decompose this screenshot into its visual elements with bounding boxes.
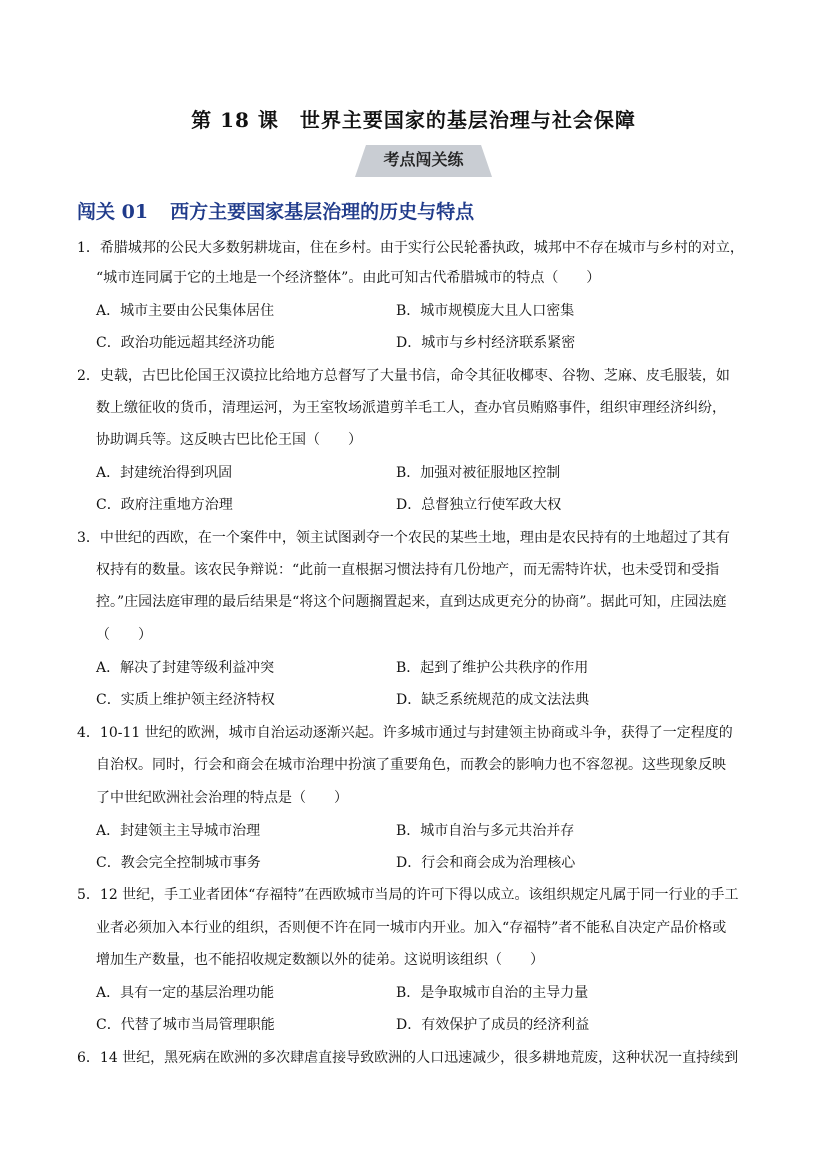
question-4-option-b: B．城市自治与多元共治并存	[396, 823, 575, 839]
question-3-line-1: 3．中世纪的西欧，在一个案件中，领主试图剥夺一个农民的某些土地，理由是农民持有的土地超过了其有	[77, 530, 730, 546]
question-1-option-a: A．城市主要由公民集体居住	[96, 303, 275, 319]
question-5-option-b: B．是争取城市自治的主导力量	[396, 985, 589, 1001]
section-title: 西方主要国家基层治理的历史与特点	[170, 201, 475, 223]
question-6-line-1: 6．14 世纪，黑死病在欧洲的多次肆虐直接导致欧洲的人口迅速减少，很多耕地荒废，这种状况一直持续到	[77, 1050, 739, 1066]
question-5-line-1: 5．12 世纪，手工业者团体“存福特”在西欧城市当局的许可下得以成立。该组织规定凡属于同一行业的手工	[77, 887, 739, 903]
question-2-option-a: A．封建统治得到巩固	[96, 465, 233, 481]
question-4-option-c: C．教会完全控制城市事务	[96, 855, 261, 871]
question-3-line-4: （ ）	[96, 627, 152, 643]
question-1-option-c: C．政治功能远超其经济功能	[96, 335, 275, 351]
question-3-option-c: C．实质上维护领主经济特权	[96, 692, 275, 708]
question-5-option-c: C．代替了城市当局管理职能	[96, 1017, 275, 1033]
question-5-option-d: D．有效保护了成员的经济利益	[396, 1017, 590, 1033]
question-3-option-d: D．缺乏系统规范的成文法法典	[396, 692, 590, 708]
question-3-option-a: A．解决了封建等级利益冲突	[96, 660, 275, 676]
question-1-line-1: 1．希腊城邦的公民大多数躬耕垅亩，住在乡村。由于实行公民轮番执政，城邦中不存在城市与乡村的对立，	[77, 240, 744, 256]
question-3-line-3: 控。”庄园法庭审理的最后结果是“将这个问题搁置起来，直到达成更充分的协商”。据此可知，庄园法庭	[96, 594, 727, 610]
question-2-option-d: D．总督独立行使军政大权	[396, 497, 562, 513]
section-number: 闯关 01	[77, 201, 149, 223]
question-3-option-b: B．起到了维护公共秩序的作用	[396, 660, 589, 676]
question-5-line-2: 业者必须加入本行业的组织，否则便不许在同一城市内开业。加入“存福特”者不能私自决定产品价格或	[96, 920, 727, 936]
question-4-line-1: 4．10-11 世纪的欧洲，城市自治运动逐渐兴起。许多城市通过与封建领主协商或斗争，获得了一定程度的	[77, 725, 733, 741]
section-badge	[355, 145, 492, 177]
question-4-option-d: D．行会和商会成为治理核心	[396, 855, 576, 871]
question-2-line-1: 2．史载，古巴比伦国王汉谟拉比给地方总督写了大量书信，命令其征收椰枣、谷物、芝麻、皮毛服装，如	[77, 368, 730, 384]
question-4-line-3: 了中世纪欧洲社会治理的特点是（ ）	[96, 790, 348, 806]
question-5-option-a: A．具有一定的基层治理功能	[96, 985, 275, 1001]
question-2-option-b: B．加强对被征服地区控制	[396, 465, 561, 481]
question-1-option-b: B．城市规模庞大且人口密集	[396, 303, 575, 319]
question-3-line-2: 权持有的数量。该农民争辩说：“此前一直根据习惯法持有几份地产，而无需特许状，也未受罚和受指	[96, 562, 720, 578]
question-4-option-a: A．封建领主主导城市治理	[96, 823, 261, 839]
page-title: 第 18 课 世界主要国家的基层治理与社会保障	[191, 108, 636, 132]
question-1-line-2: “城市连同属于它的土地是一个经济整体”。由此可知古代希腊城市的特点（ ）	[96, 270, 601, 286]
question-4-line-2: 自治权。同时，行会和商会在城市治理中扮演了重要角色，而教会的影响力也不容忽视。这些现象反映	[96, 757, 726, 773]
question-2-line-2: 数上缴征收的货币，清理运河，为王室牧场派遣剪羊毛工人，查办官员贿赂事件，组织审理经济纠纷，	[96, 400, 726, 416]
question-5-line-3: 增加生产数量，也不能招收规定数额以外的徒弟。这说明该组织（ ）	[96, 952, 544, 968]
section-heading	[77, 197, 474, 224]
question-2-option-c: C．政府注重地方治理	[96, 497, 233, 513]
question-2-line-3: 协助调兵等。这反映古巴比伦王国（ ）	[96, 432, 362, 448]
question-1-option-d: D．城市与乡村经济联系紧密	[396, 335, 576, 351]
badge-label: 考点闯关练	[383, 150, 464, 169]
